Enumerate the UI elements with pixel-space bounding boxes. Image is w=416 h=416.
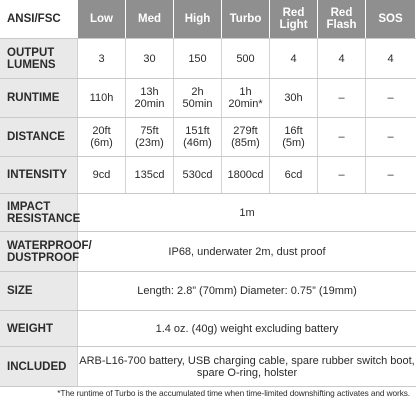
table-cell: 279ft (85m): [231, 125, 260, 149]
table-row: [0, 232, 416, 271]
table-cell: 13h 20min: [134, 86, 165, 110]
table-row: [0, 347, 416, 386]
header-mode-turbo: Turbo: [229, 13, 262, 25]
row-label: WATERPROOF/ DUSTPROOF: [7, 239, 92, 264]
table-cell: 4: [290, 52, 297, 65]
table-cell: 6cd: [284, 169, 303, 181]
row-label: RUNTIME: [7, 92, 60, 104]
table-cell: 1h 20min*: [228, 86, 263, 110]
table-row: [0, 79, 416, 117]
table-cell: 4: [387, 52, 394, 65]
header-mode-red-light: Red Light: [279, 7, 308, 31]
table-cell: 75ft (23m): [135, 125, 164, 149]
row-label: SIZE: [7, 285, 33, 297]
table-cell-wide: IP68, underwater 2m, dust proof: [168, 245, 326, 258]
table-cell: 20ft (6m): [90, 125, 113, 149]
table-row: [0, 272, 416, 310]
table-cell-wide: 1m: [239, 206, 255, 219]
table-cell: 4: [338, 52, 345, 65]
table-cell: 16ft (5m): [282, 125, 305, 149]
table-cell: 2h 50min: [182, 86, 213, 110]
table-cell: 500: [236, 52, 255, 65]
table-cell: –: [387, 131, 394, 143]
table-cell: 30h: [284, 92, 303, 104]
row-label: OUTPUT LUMENS: [7, 46, 56, 71]
table-row: [0, 39, 416, 78]
row-label: IMPACT RESISTANCE: [7, 200, 81, 225]
row-label: INCLUDED: [7, 360, 67, 373]
row-label: INTENSITY: [7, 169, 68, 181]
table-row: [0, 118, 416, 156]
table-row: [0, 311, 416, 346]
footnote: *The runtime of Turbo is the accumulated time when time-limited downshifting activates and works.: [57, 388, 410, 398]
table-cell: 1800cd: [227, 169, 264, 181]
header-row: [0, 0, 416, 38]
row-label: WEIGHT: [7, 322, 53, 335]
table-cell-wide: Length: 2.8” (70mm) Diameter: 0.75” (19mm): [137, 285, 357, 297]
table-cell: –: [387, 169, 394, 181]
table-cell: 30: [143, 52, 156, 65]
table-cell: 151ft (46m): [183, 125, 212, 149]
header-mode-high: High: [184, 13, 211, 25]
table-cell: 3: [98, 52, 105, 65]
table-cell: –: [387, 92, 394, 104]
table-cell: 9cd: [92, 169, 111, 181]
row-label: DISTANCE: [7, 131, 65, 143]
table-cell-wide: 1.4 oz. (40g) weight excluding battery: [155, 322, 339, 335]
row-divider: [0, 386, 416, 387]
table-cell: –: [338, 131, 345, 143]
header-mode-sos: SOS: [378, 13, 403, 25]
table-cell: 135cd: [134, 169, 165, 181]
table-row: [0, 194, 416, 231]
header-mode-red-flash: Red Flash: [326, 7, 357, 31]
table-cell: 150: [188, 52, 207, 65]
header-mode-med: Med: [138, 13, 161, 25]
table-cell: –: [338, 169, 345, 181]
table-cell: 530cd: [182, 169, 213, 181]
table-cell: –: [338, 92, 345, 104]
table-cell-wide: ARB-L16-700 battery, USB charging cable, spare rubber switch boot, spare O-ring, holster: [79, 354, 415, 379]
header-mode-low: Low: [90, 13, 113, 25]
header-corner: ANSI/FSC: [7, 13, 61, 25]
table-row: [0, 157, 416, 193]
table-cell: 110h: [89, 92, 114, 104]
